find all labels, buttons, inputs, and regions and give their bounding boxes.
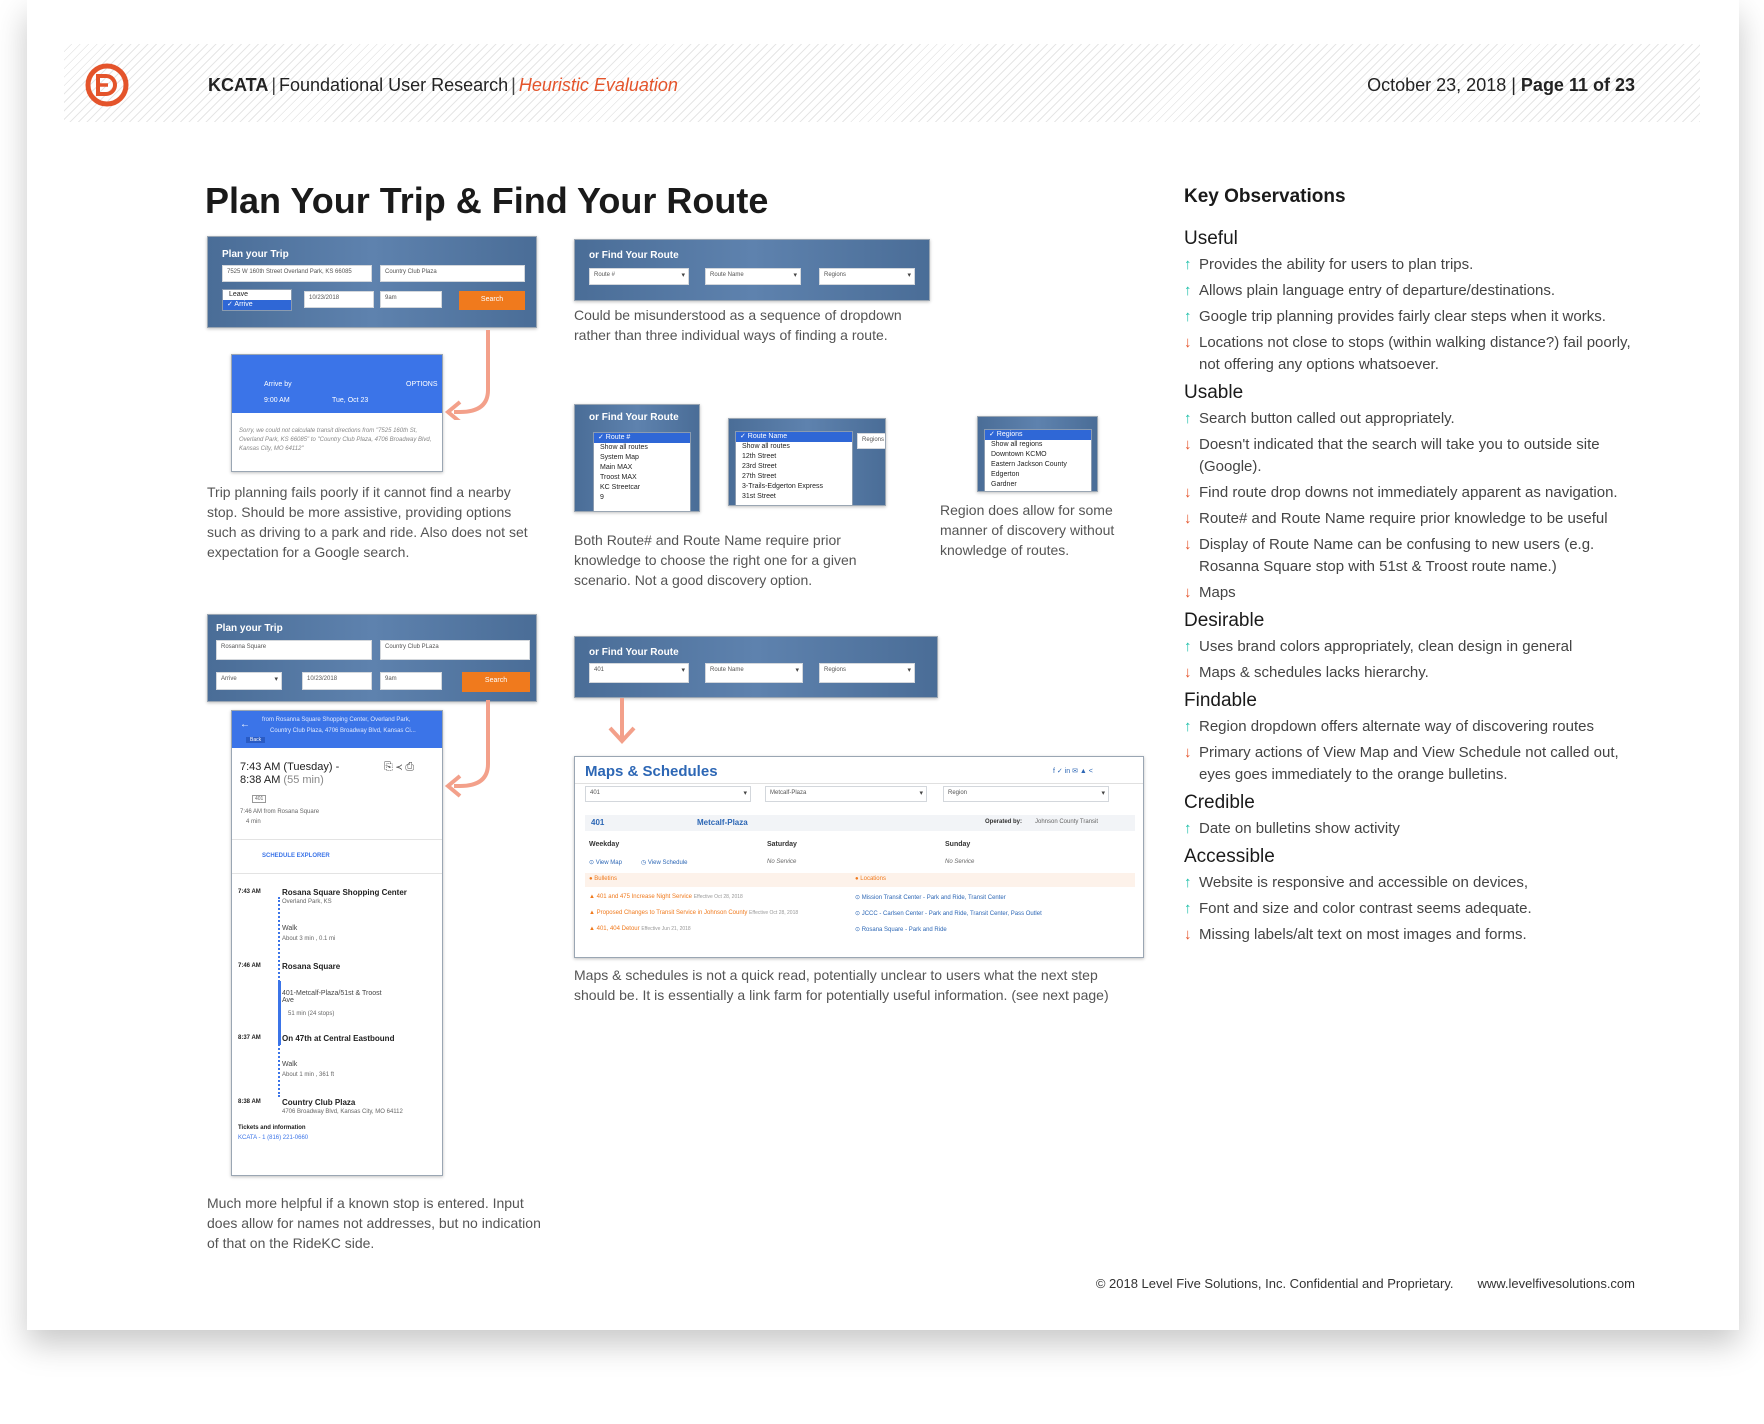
- observation-group: [1184, 610, 1654, 684]
- arrow-up-icon: ↑: [1184, 256, 1192, 273]
- date-label: Tue, Oct 23: [332, 397, 369, 404]
- caption-plan-fail: Trip planning fails poorly if it cannot find a nearby stop. Should be more assistive, providing options such as driving to a park and ride. Also does not set expectation for a Google search.: [207, 484, 528, 560]
- bulletin-date: Effective Jun 21, 2018: [641, 926, 691, 932]
- observation-text: Allows plain language entry of departure/destinations.: [1199, 282, 1556, 299]
- observation-text: Region dropdown offers alternate way of discovering routes: [1199, 718, 1594, 735]
- caption-maps-schedules: Maps & schedules is not a quick read, potentially unclear to users what the next step should be. It is essentially a link farm for potentially useful information. (see next page): [574, 967, 1109, 1003]
- region-option: Downtown KCMO: [991, 451, 1047, 458]
- to-field: Country Club Plaza: [380, 265, 525, 282]
- route-option: Show all routes: [600, 444, 648, 451]
- divider: [232, 839, 442, 840]
- find-route-heading-3: or Find Your Route: [589, 647, 679, 658]
- observation-group-title: Useful: [1184, 228, 1238, 249]
- operated-label: Operated by:: [985, 819, 1023, 825]
- arrow-down-icon: ↓: [1184, 584, 1192, 601]
- location-item: ⊙ Rosana Square - Park and Ride: [855, 927, 947, 933]
- header-date-line: October 23, 2018 | Page 11 of 23: [1367, 75, 1635, 95]
- back-chip: Back: [246, 737, 265, 743]
- observation-item: [1184, 742, 1654, 786]
- sunday-label: Sunday: [945, 841, 971, 848]
- observation-group-title: Credible: [1184, 792, 1255, 813]
- header-page-number: Page 11 of 23: [1520, 75, 1635, 95]
- plan-trip-heading-2: Plan your Trip: [216, 623, 283, 634]
- route-name-option: Show all routes: [742, 443, 790, 450]
- bulletin-item: ▲ 401 and 475 Increase Night Service Effective Oct 28, 2018: [589, 894, 743, 900]
- page-title: Plan Your Trip & Find Your Route: [205, 180, 769, 221]
- footer-copyright: © 2018 Level Five Solutions, Inc. Confidential and Proprietary.: [1095, 1276, 1454, 1291]
- sunday-service: No Service: [945, 859, 975, 865]
- bulletin-title: Proposed Changes to Transit Service in Johnson County: [596, 910, 748, 916]
- find-route-heading-2: or Find Your Route: [589, 412, 679, 423]
- level-five-logo-icon: [84, 62, 130, 108]
- route-option: Troost MAX: [600, 474, 637, 481]
- divider: [232, 873, 442, 874]
- observation-items: [1184, 636, 1654, 684]
- tickets-heading: Tickets and information: [238, 1125, 306, 1131]
- region-option: Gardner: [991, 481, 1017, 488]
- bulletin-title: 401, 404 Detour: [596, 926, 640, 932]
- search-button-2: Search: [462, 672, 530, 692]
- arrow-down-icon: ↓: [1184, 436, 1192, 453]
- arrow-up-icon: ↑: [1184, 820, 1192, 837]
- arrow-down-icon: ↓: [1184, 510, 1192, 527]
- share-icons: ⎘ ≺ ⎙: [384, 761, 415, 773]
- observation-group: [1184, 846, 1654, 946]
- region-option: Show all regions: [991, 441, 1043, 448]
- caption-route-dropdowns: Both Route# and Route Name require prior knowledge to choose the right one for a given scenario. Not a good discovery option.: [574, 532, 857, 588]
- flow-arrow-1: [440, 330, 500, 420]
- route-number-dropdown-screenshot: [574, 404, 700, 512]
- observation-group: [1184, 792, 1654, 840]
- route-name-option: 23rd Street: [742, 463, 777, 470]
- step-place: Walk: [282, 925, 298, 932]
- observation-item: [1184, 534, 1654, 578]
- step-sub: 4706 Broadway Blvd, Kansas City, MO 64112: [282, 1109, 403, 1115]
- observation-text: Provides the ability for users to plan trips.: [1199, 256, 1474, 273]
- observation-item: [1184, 872, 1654, 894]
- view-map-link: ⊙ View Map: [589, 860, 622, 866]
- observation-group: [1184, 228, 1654, 376]
- observation-group: [1184, 690, 1654, 786]
- observation-item: [1184, 924, 1654, 946]
- arrow-up-icon: ↑: [1184, 638, 1192, 655]
- social-share-icons: f ✓ in ✉ ▲ <: [1053, 768, 1093, 775]
- step-place: On 47th at Central Eastbound: [282, 1034, 395, 1043]
- route-name-option: 3-Trails-Edgerton Express: [742, 483, 824, 490]
- options-label: OPTIONS: [406, 381, 438, 388]
- observation-item: [1184, 408, 1654, 430]
- trip-times: 7:43 AM (Tuesday) - 8:38 AM: [240, 761, 340, 786]
- observation-item: [1184, 482, 1654, 504]
- step-time: 8:37 AM: [238, 1035, 261, 1041]
- observation-items: [1184, 716, 1654, 786]
- find-route-screenshot-2: [574, 636, 938, 698]
- observation-item: [1184, 582, 1654, 604]
- footer-url: www.levelfivesolutions.com: [1477, 1276, 1635, 1291]
- locations-heading: ● Locations: [855, 876, 886, 882]
- key-observations-heading: Key Observations: [1184, 186, 1346, 207]
- header-date: October 23, 2018: [1367, 75, 1507, 95]
- operated-by: Johnson County Transit: [1035, 819, 1099, 825]
- observation-items: [1184, 872, 1654, 946]
- arrow-up-icon: ↑: [1184, 900, 1192, 917]
- view-map-label: View Map: [595, 860, 622, 866]
- saturday-service: No Service: [767, 859, 797, 865]
- observation-item: [1184, 818, 1654, 840]
- route-name-select-2: Route Name ▾: [705, 663, 803, 683]
- route-name-select: Route Name ▾: [705, 268, 801, 285]
- location-item: ⊙ Mission Transit Center - Park and Ride, Transit Center: [855, 895, 1006, 901]
- step-place: 401-Metcalf-Plaza/51st & Troost Ave: [282, 990, 382, 1004]
- observation-items: [1184, 818, 1654, 840]
- observation-item: [1184, 636, 1654, 658]
- bulletin-date: Effective Oct 28, 2018: [749, 910, 799, 916]
- arrow-up-icon: ↑: [1184, 282, 1192, 299]
- observation-item: [1184, 332, 1654, 376]
- step-time: 7:43 AM: [238, 889, 261, 895]
- plan-trip-screenshot-2: [207, 614, 537, 702]
- step-sub: Overland Park, KS: [282, 899, 332, 905]
- maps-title: Maps & Schedules: [585, 763, 718, 780]
- step-place: Rosana Square Shopping Center: [282, 888, 407, 897]
- find-route-screenshot-1: [574, 239, 930, 301]
- observation-group-title: Usable: [1184, 382, 1244, 403]
- observation-item: [1184, 254, 1654, 276]
- arrow-down-icon: ↓: [1184, 664, 1192, 681]
- flow-arrow-3: [602, 698, 642, 746]
- route-option: 9: [600, 494, 604, 501]
- plan-trip-heading: Plan your Trip: [222, 249, 289, 260]
- observation-text: Maps: [1199, 584, 1236, 601]
- google-to-line: Country Club Plaza, 4706 Broadway Blvd, Kansas Ci...: [270, 728, 416, 734]
- observation-items: [1184, 254, 1654, 376]
- arrow-up-icon: ↑: [1184, 874, 1192, 891]
- observation-group-title: Accessible: [1184, 846, 1275, 867]
- view-schedule-label: View Schedule: [647, 860, 688, 866]
- region-option: Eastern Jackson County: [991, 461, 1067, 468]
- route-name-option: 31st Street: [742, 493, 776, 500]
- trip-duration: (55 min): [283, 774, 324, 786]
- header-brand: KCATA: [208, 75, 269, 95]
- bulletin-date: Effective Oct 28, 2018: [693, 894, 743, 900]
- trip-summary: [240, 761, 360, 787]
- view-schedule-link: ◷ View Schedule: [641, 860, 688, 866]
- observation-text: Search button called out appropriately.: [1199, 410, 1455, 427]
- step-time: 7:46 AM: [238, 963, 261, 969]
- step-sub: About 1 min , 361 ft: [282, 1072, 335, 1078]
- location-item: ⊙ JCCC - Carlsen Center - Park and Ride, Transit Center, Pass Outlet: [855, 911, 1042, 917]
- find-route-heading: or Find Your Route: [589, 250, 679, 261]
- route-name-option: 27th Street: [742, 473, 777, 480]
- observation-item: [1184, 306, 1654, 328]
- header-project: Foundational User Research: [279, 75, 509, 95]
- observation-item: [1184, 280, 1654, 302]
- observation-text: Maps & schedules lacks hierarchy.: [1199, 664, 1429, 681]
- observation-text: Doesn't indicated that the search will take you to outside site (Google).: [1199, 436, 1600, 475]
- observation-text: Missing labels/alt text on most images and forms.: [1199, 926, 1527, 943]
- regions-select-2: Regions ▾: [819, 663, 915, 683]
- google-directions-screenshot: [231, 710, 443, 1176]
- bulletin-item: ▲ Proposed Changes to Transit Service in Johnson County Effective Oct 28, 2018: [589, 910, 799, 916]
- route-name-filter-select: Metcalf-Plaza ▾: [765, 786, 927, 802]
- arrive-by-label: Arrive by: [264, 381, 292, 388]
- step-place: Walk: [282, 1061, 298, 1068]
- observation-item: [1184, 434, 1654, 478]
- header-section: Heuristic Evaluation: [518, 75, 678, 95]
- caption-find-route: Could be misunderstood as a sequence of dropdown rather than three individual ways of finding a route.: [574, 307, 902, 343]
- observation-item: [1184, 508, 1654, 530]
- observation-item: [1184, 662, 1654, 684]
- arrive-select-2: Arrive ▾: [216, 672, 282, 690]
- location-title: Mission Transit Center - Park and Ride, Transit Center: [861, 895, 1006, 901]
- regions-list: [984, 429, 1092, 492]
- from-field: 7525 W 160th Street Overland Park, KS 66085: [222, 265, 372, 282]
- observation-item: [1184, 716, 1654, 738]
- region-option: ✓ Regions: [985, 430, 1091, 440]
- google-from-line: from Rosanna Square Shopping Center, Overland Park,: [262, 717, 411, 723]
- route-name: Metcalf-Plaza: [697, 818, 748, 827]
- from-field-2: Rosanna Square: [216, 640, 372, 660]
- observation-text: Route# and Route Name require prior knowledge to be useful: [1199, 510, 1608, 527]
- observation-text: Find route drop downs not immediately apparent as navigation.: [1199, 484, 1618, 501]
- flow-arrow-2: [440, 700, 500, 800]
- route-number-select: Route # ▾: [589, 268, 689, 285]
- time-label: 9:00 AM: [264, 397, 290, 404]
- location-title: JCCC - Carlsen Center - Park and Ride, Transit Center, Pass Outlet: [861, 911, 1042, 917]
- step-time: 8:38 AM: [238, 1099, 261, 1105]
- region-filter-select: Region ▾: [943, 786, 1109, 802]
- observation-text: Primary actions of View Map and View Schedule not called out, eyes goes immediately to the orange bulletins.: [1199, 744, 1619, 783]
- maps-schedules-screenshot: [574, 756, 1144, 958]
- arrow-down-icon: ↓: [1184, 484, 1192, 501]
- route-option: KC Streetcar: [600, 484, 641, 491]
- route-name-option: 12th Street: [742, 453, 777, 460]
- region-option: Edgerton: [991, 471, 1020, 478]
- divider: [575, 783, 1143, 784]
- time-field-2: 9am: [380, 672, 442, 690]
- to-field-2: Country Club PLaza: [380, 640, 530, 660]
- saturday-label: Saturday: [767, 841, 797, 848]
- step-sub: 51 min (24 stops): [288, 1011, 335, 1017]
- observation-text: Display of Route Name can be confusing to new users (e.g. Rosanna Square stop with 51st & Troost route name.): [1199, 536, 1595, 575]
- google-no-route-screenshot: [231, 354, 443, 472]
- step-place: Country Club Plaza: [282, 1098, 356, 1107]
- route-badge: 401: [252, 795, 266, 803]
- schedule-explorer-link: SCHEDULE EXPLORER: [262, 853, 330, 859]
- plan-trip-screenshot-1: [207, 236, 537, 328]
- regions-select: Regions ▾: [819, 268, 915, 285]
- observation-group: [1184, 382, 1654, 604]
- observation-group-title: Findable: [1184, 690, 1257, 711]
- route-option: System Map: [600, 454, 639, 461]
- route-option: Main MAX: [600, 464, 633, 471]
- caption-regions: Region does allow for some manner of discovery without knowledge of routes.: [940, 502, 1115, 558]
- walk-time: 4 min: [246, 819, 261, 825]
- bulletin-item: ▲ 401, 404 Detour Effective Jun 21, 2018: [589, 926, 691, 932]
- observation-item: [1184, 898, 1654, 920]
- location-title: Rosana Square - Park and Ride: [861, 927, 947, 933]
- kcata-phone: KCATA - 1 (816) 221-0660: [238, 1135, 309, 1141]
- bus-line: [278, 981, 281, 1045]
- arrow-up-icon: ↑: [1184, 308, 1192, 325]
- step-sub: About 3 min , 0.1 mi: [282, 936, 336, 942]
- weekday-label: Weekday: [589, 841, 620, 848]
- search-button: Search: [459, 291, 525, 310]
- bulletins-heading: ● Bulletins: [589, 876, 617, 882]
- back-arrow-icon: ←: [240, 719, 250, 730]
- route-name-option: ✓ Route Name: [736, 432, 852, 442]
- observation-group-title: Desirable: [1184, 610, 1265, 631]
- regions-dropdown-screenshot: [977, 416, 1098, 492]
- no-route-message: Sorry, we could not calculate transit directions from "7525 160th St, Overland Park, KS 66085" to "Country Club Plaza, 4706 Broadway Blvd, Kansas City, MO 64112": [239, 428, 432, 452]
- arrow-down-icon: ↓: [1184, 744, 1192, 761]
- step-place: Rosana Square: [282, 962, 341, 971]
- time-field: 9am: [380, 291, 442, 308]
- observation-text: Website is responsive and accessible on devices,: [1199, 874, 1529, 891]
- observation-text: Date on bulletins show activity: [1199, 820, 1400, 837]
- route-number: 401: [591, 818, 605, 827]
- bulletins-label: Bulletins: [594, 876, 617, 882]
- arrow-up-icon: ↑: [1184, 718, 1192, 735]
- caption-plan-success: Much more helpful if a known stop is entered. Input does allow for names not addresses, but no indication of that on the RideKC side.: [207, 1195, 541, 1251]
- date-field-2: 10/23/2018: [302, 672, 372, 690]
- observations-list: [1184, 228, 1654, 952]
- arrow-down-icon: ↓: [1184, 334, 1192, 351]
- route-name-list: [735, 431, 853, 506]
- route-option: ✓ Route #: [594, 433, 690, 443]
- observation-items: [1184, 408, 1654, 604]
- leave-arrive-dropdown: [222, 289, 292, 311]
- observation-text: Uses brand colors appropriately, clean design in general: [1199, 638, 1573, 655]
- arrow-up-icon: ↑: [1184, 410, 1192, 427]
- observation-text: Font and size and color contrast seems adequate.: [1199, 900, 1532, 917]
- leave-option: Leave: [229, 291, 249, 298]
- route-filter-select: 401 ▾: [585, 786, 751, 802]
- arrow-down-icon: ↓: [1184, 536, 1192, 553]
- from-time: 7:46 AM from Rosana Square: [240, 809, 320, 815]
- arrow-down-icon: ↓: [1184, 926, 1192, 943]
- arrive-option: ✓ Arrive: [223, 300, 291, 310]
- locations-label: Locations: [860, 876, 886, 882]
- date-field: 10/23/2018: [304, 291, 374, 308]
- route-number-list: [593, 432, 691, 512]
- regions-select-behind: Regions: [857, 433, 886, 449]
- observation-text: Google trip planning provides fairly clear steps when it works.: [1199, 308, 1606, 325]
- route-name-dropdown-screenshot: [728, 418, 886, 506]
- route-number-select-2: 401 ▾: [589, 663, 689, 683]
- header-project-line: KCATA | Foundational User Research | Heuristic Evaluation: [208, 75, 678, 95]
- page-footer: [1096, 1276, 1635, 1291]
- observation-text: Locations not close to stops (within walking distance?) fail poorly, not offering any options whatsoever.: [1199, 334, 1631, 373]
- bulletin-title: 401 and 475 Increase Night Service: [596, 894, 693, 900]
